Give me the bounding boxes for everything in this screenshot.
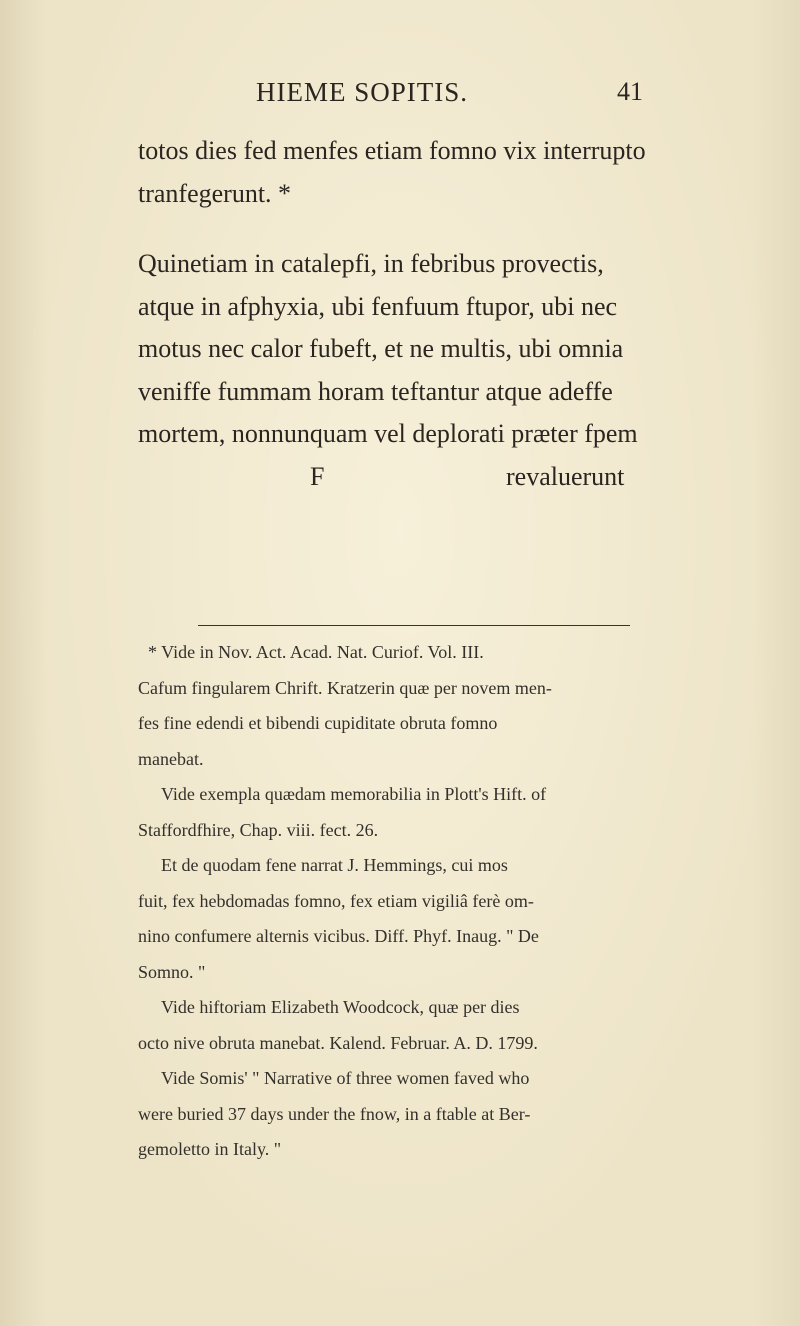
catchword-line	[138, 456, 678, 499]
footnote-line: Somno. "	[138, 961, 206, 982]
footnote-line: nino confumere alternis vicibus. Diff. Phyf. Inaug. " De	[138, 926, 539, 946]
footnote-line: Staffordfhire, Chap. viii. fect. 26.	[138, 819, 379, 840]
footnote-line: Vide hiftoriam Elizabeth Woodcock, quæ per dies	[161, 997, 520, 1017]
catchword: revaluerunt	[506, 461, 625, 491]
text-line: veniffe fummam horam teftantur atque adeffe	[138, 376, 613, 406]
page-header	[0, 74, 800, 110]
footnote-line: Cafum fingularem Chrift. Kratzerin quæ per novem men-	[138, 677, 552, 698]
footnote-rule	[198, 625, 630, 626]
page-number: 41	[617, 77, 643, 106]
footnote-line: Et de quodam fene narrat J. Hemmings, cui mos	[161, 855, 508, 875]
footnote-line: gemoletto in Italy. "	[138, 1139, 282, 1159]
footnote-line: octo nive obruta manebat. Kalend. Februar. A. D. 1799.	[138, 1032, 538, 1053]
text-line: atque in afphyxia, ubi fenfuum ftupor, ubi nec	[138, 291, 618, 321]
footnote-line: were buried 37 days under the fnow, in a ftable at Ber-	[138, 1103, 531, 1124]
text-line: mortem, nonnunquam vel deplorati præter fpem	[138, 419, 638, 448]
footnote-line: manebat.	[138, 748, 204, 769]
main-text	[138, 130, 678, 498]
text-line: totos dies fed menfes etiam fomno vix interrupto	[138, 136, 646, 165]
signature-mark: F	[310, 461, 325, 491]
running-title: HIEME SOPITIS.	[256, 77, 469, 107]
footnotes	[138, 635, 678, 1168]
footnote-line: fes fine edendi et bibendi cupiditate obruta fomno	[138, 713, 498, 733]
paragraph-1	[138, 130, 678, 215]
footnote-line: Vide Somis' " Narrative of three women faved who	[161, 1068, 530, 1088]
footnote-line: Vide exempla quædam memorabilia in Plott's Hift. of	[161, 784, 547, 804]
text-line: motus nec calor fubeft, et ne multis, ubi omnia	[138, 334, 624, 363]
text-line: tranfegerunt. *	[138, 178, 292, 208]
footnote-line: fuit, fex hebdomadas fomno, fex etiam vigiliâ ferè om-	[138, 890, 534, 911]
text-line: Quinetiam in catalepfi, in febribus provectis,	[138, 249, 604, 278]
footnote-line: * Vide in Nov. Act. Acad. Nat. Curiof. Vol. III.	[148, 642, 484, 662]
paragraph-2	[138, 243, 678, 456]
